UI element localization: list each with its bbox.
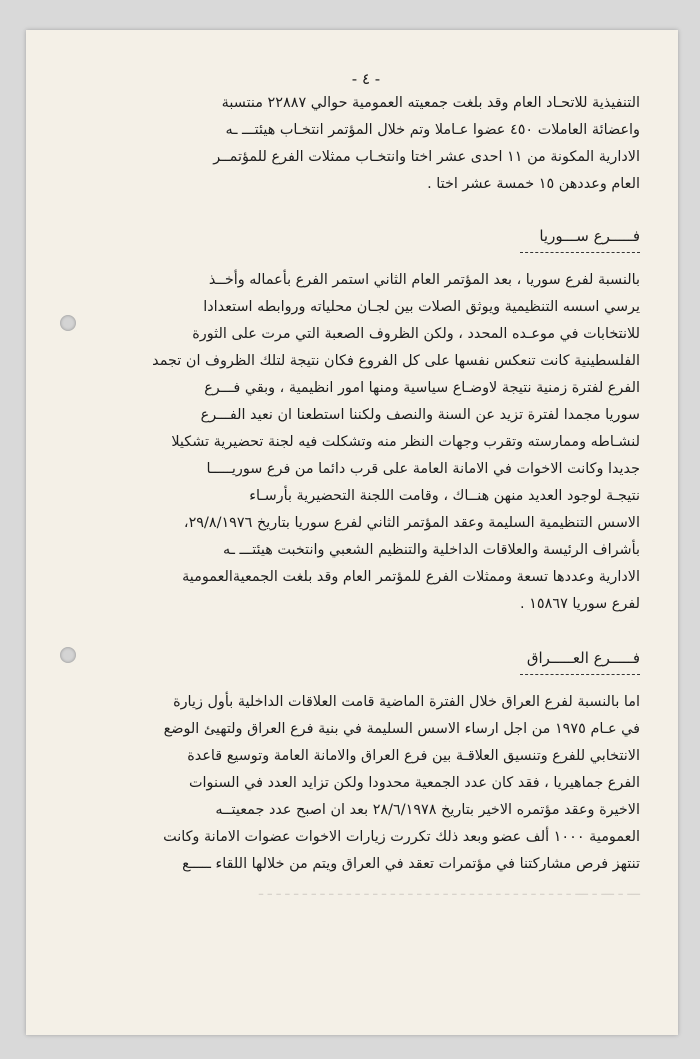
section-paragraph (92, 689, 640, 905)
text-line: الادارية وعددها تسعة وممثلات الفرع للمؤتمر العام وقد بلغت الجمعيةالعمومية (182, 569, 640, 585)
intro-paragraph (92, 90, 640, 198)
document-body (92, 70, 640, 905)
text-line: لنشـاطه وممارسته وتقرب وجهات النظر منه وتشكلت فيه لجنة تحضيرية تشكيلا (171, 434, 640, 450)
punch-hole-top (60, 315, 76, 331)
text-line: الانتخابي للفرع وتنسيق العلاقـة بين فرع العراق والامانة العامة وتوسيع قاعدة (187, 748, 640, 764)
text-line: بالنسبة لفرع سوريا ، بعد المؤتمر العام الثاني استمر الفرع بأعماله وأخــذ (208, 272, 640, 288)
text-line: واعضائة العاملات ٤٥٠ عضوا عـاملا وتم خلال المؤتمر انتخـاب هيئتـــ ـه (225, 122, 640, 138)
section-iraq (92, 646, 640, 905)
section-heading: فـــــرع ســـوريا (539, 227, 640, 245)
section-paragraph (92, 267, 640, 618)
punch-hole-bottom (60, 647, 76, 663)
text-line: نتيجـة لوجود العديد منهن هنــاك ، وقامت اللجنة التحضيرية بأرسـاء (249, 488, 640, 504)
text-line: الفرع جماهيريا ، فقد كان عدد الجمعية محدودا ولكن تزايد العدد في السنوات (189, 775, 640, 791)
section-syria (92, 224, 640, 618)
heading-underline (520, 674, 640, 675)
text-line: للانتخابات في موعـده المحدد ، ولكن الظروف الصعبة التي مرت على الثورة (192, 326, 640, 342)
text-line: العمومية ١٠٠٠ ألف عضو وبعد ذلك تكررت زيارات الاخوات عضوات الامانة وكانت (163, 829, 640, 845)
text-line: التنفيذية للاتحـاد العام وقد بلغت جمعيته العمومية حوالي ٢٢٨٨٧ منتسبة (221, 95, 640, 111)
heading-underline (520, 252, 640, 253)
text-line: يرسي اسسه التنظيمية ويوثق الصلات بين لجـان محلياته وروابطه استعدادا (203, 299, 640, 315)
page-number: - ٤ - (351, 70, 381, 88)
text-line: اما بالنسبة لفرع العراق خلال الفترة الماضية قامت العلاقات الداخلية بأول زيارة (173, 694, 640, 710)
text-line: العام وعددهن ١٥ خمسة عشر اختا . (427, 176, 640, 192)
text-line: جديدا وكانت الاخوات في الامانة العامة على قرب دائما من فرع سوريـــــا (206, 461, 640, 477)
text-line: تنتهز فرص مشاركتنا في مؤتمرات تعقد في العراق ويتم من خلالها اللقاء ـــــع (182, 856, 640, 872)
text-line: في عـام ١٩٧٥ من اجل ارساء الاسس السليمة في بنية فرع العراق ولتهيئ الوضع (163, 721, 640, 737)
faded-text-line: ـــ ـ ـــ ـ ـــ ـ ـ ـ ـ ـ ـ ـ ـ ـ ـ ـ ـ ـ ـ ـ ـ ـ ـ ـ ـ ـ ـ ـ ـ ـ ـ ـ ـ ـ ـ ـ ـ ـ ـ ـ ـ (258, 883, 640, 899)
text-line: الفرع لفترة زمنية نتيجة لاوضـاع سياسية ومنها امور انظيمية ، وبقي فـــرع (204, 380, 640, 396)
section-heading: فـــــرع العـــــراق (526, 649, 640, 667)
text-line: الاخيرة وعقد مؤتمره الاخير بتاريخ ٢٨/٦/١٩٧٨ بعد ان اصبح عدد جمعيتــه (215, 802, 640, 818)
text-line: الفلسطينية كانت تنعكس نفسها على كل الفروع فكان نتيجة لتلك الظروف ان تجمد (152, 353, 640, 369)
text-line: لفرع سوريا ١٥٨٦٧ . (520, 596, 640, 612)
text-line: الاسس التنظيمية السليمة وعقد المؤتمر الثاني لفرع سوريا بتاريخ ٢٩/٨/١٩٧٦، (183, 515, 640, 531)
text-line: سوريا مجمدا لفترة تزيد عن السنة والنصف ولكننا استطعنا ان نعيد الفـــرع (200, 407, 640, 423)
text-line: بأشراف الرئيسة والعلاقات الداخلية والتنظيم الشعبي وانتخبت هيئتـــ ـه (223, 542, 640, 558)
text-line: الادارية المكونة من ١١ احدى عشر اختا وانتخـاب ممثلات الفرع للمؤتمــر (213, 149, 640, 165)
